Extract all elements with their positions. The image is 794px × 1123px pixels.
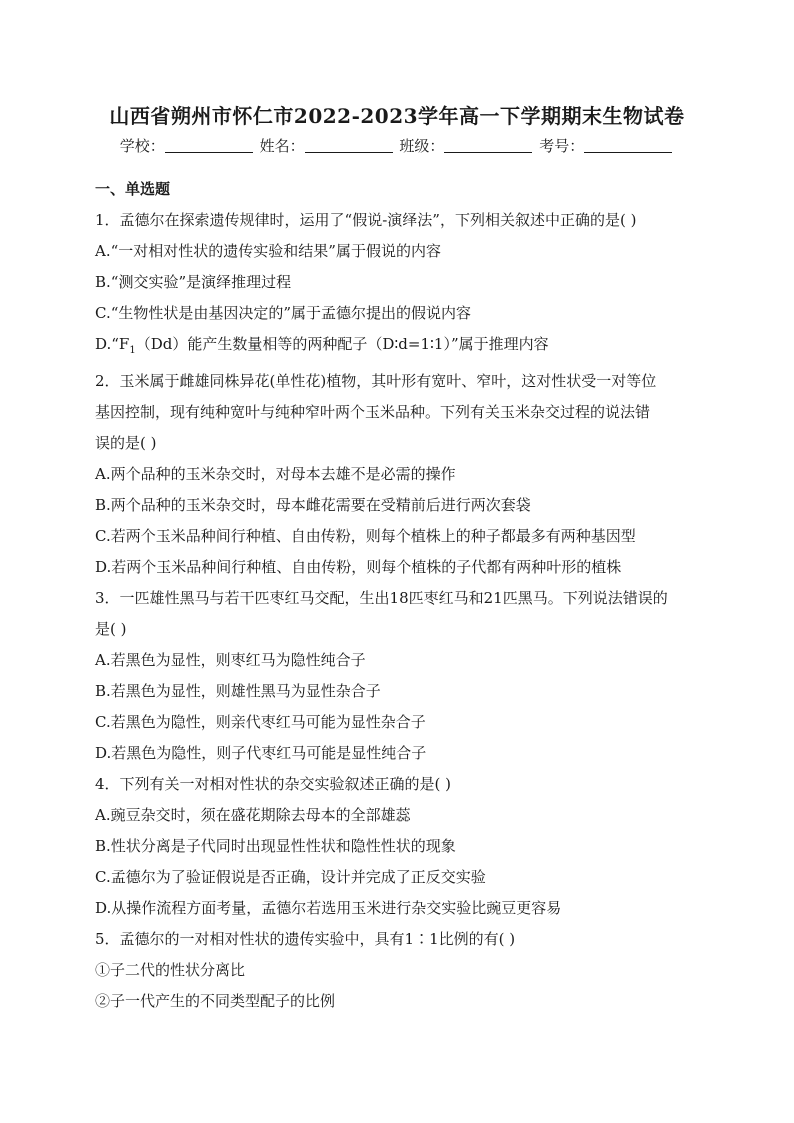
q2-option-b: B.两个品种的玉米杂交时，母本雌花需要在受精前后进行两次套袋 — [95, 496, 531, 514]
number-blank[interactable] — [584, 138, 672, 153]
school-label: 学校： — [119, 137, 165, 155]
name-label: 姓名： — [259, 137, 305, 155]
question-4-stem: 4．下列有关一对相对性状的杂交实验叙述正确的是( ) — [95, 775, 452, 793]
question-3-stem-2: 是( ) — [95, 620, 127, 638]
question-5-stem: 5．孟德尔的一对相对性状的遗传实验中，具有1∶1比例的有( ) — [95, 930, 516, 948]
class-label: 班级： — [399, 137, 445, 155]
question-3-stem-1: 3．一匹雄性黑马与若干匹枣红马交配，生出18匹枣红马和21匹黑马。下列说法错误的 — [95, 589, 668, 607]
q3-option-c: C.若黑色为隐性，则亲代枣红马可能为显性杂合子 — [95, 713, 426, 731]
q2-option-a: A.两个品种的玉米杂交时，对母本去雄不是必需的操作 — [95, 465, 456, 483]
name-blank[interactable] — [305, 138, 393, 153]
q5-item-2: ②子一代产生的不同类型配子的比例 — [95, 992, 336, 1010]
student-info-row — [0, 134, 794, 158]
q4-option-c: C.孟德尔为了验证假说是否正确，设计并完成了正反交实验 — [95, 868, 486, 886]
q3-option-d: D.若黑色为隐性，则子代枣红马可能是显性纯合子 — [95, 744, 427, 762]
q4-option-a: A.豌豆杂交时，须在盛花期除去母本的全部雄蕊 — [95, 806, 411, 824]
question-1-stem: 1．孟德尔在探索遗传规律时，运用了“假说-演绎法”，下列相关叙述中正确的是( ) — [95, 211, 637, 229]
page-title: 山西省朔州市怀仁市2022-2023学年高一下学期期末生物试卷 — [109, 104, 685, 128]
q1-option-b: B.“测交实验”是演绎推理过程 — [95, 273, 292, 291]
section-heading: 一、单选题 — [95, 180, 171, 198]
q2-option-d: D.若两个玉米品种间行种植、自由传粉，则每个植株的子代都有两种叶形的植株 — [95, 558, 622, 576]
school-blank[interactable] — [165, 138, 253, 153]
q3-option-a: A.若黑色为显性，则枣红马为隐性纯合子 — [95, 651, 366, 669]
q1-option-a: A.“一对相对性状的遗传实验和结果”属于假说的内容 — [95, 242, 441, 260]
q4-option-b: B.性状分离是子代同时出现显性性状和隐性性状的现象 — [95, 837, 456, 855]
q1-option-c: C.“生物性状是由基因决定的”属于孟德尔提出的假说内容 — [95, 304, 472, 322]
q1-option-d-pre: D.“F — [95, 335, 130, 353]
q1-option-d-post: （Dd）能产生数量相等的两种配子（D∶d=1∶1）”属于推理内容 — [135, 335, 549, 353]
q3-option-b: B.若黑色为显性，则雄性黑马为显性杂合子 — [95, 682, 381, 700]
class-blank[interactable] — [444, 138, 532, 153]
number-label: 考号： — [539, 137, 585, 155]
q1-option-d-sub: 1 — [129, 345, 136, 356]
question-2-stem-3: 误的是( ) — [95, 434, 157, 452]
q5-item-1: ①子二代的性状分离比 — [95, 961, 246, 979]
question-2-stem-2: 基因控制，现有纯种宽叶与纯种窄叶两个玉米品种。下列有关玉米杂交过程的说法错 — [95, 403, 651, 421]
q4-option-d: D.从操作流程方面考量，孟德尔若选用玉米进行杂交实验比豌豆更容易 — [95, 899, 562, 917]
q2-option-c: C.若两个玉米品种间行种植、自由传粉，则每个植株上的种子都最多有两种基因型 — [95, 527, 636, 545]
question-body — [95, 170, 701, 1017]
question-2-stem-1: 2．玉米属于雌雄同株异花(单性花)植物，其叶形有宽叶、窄叶，这对性状受一对等位 — [95, 372, 657, 390]
q1-option-d — [95, 329, 701, 366]
